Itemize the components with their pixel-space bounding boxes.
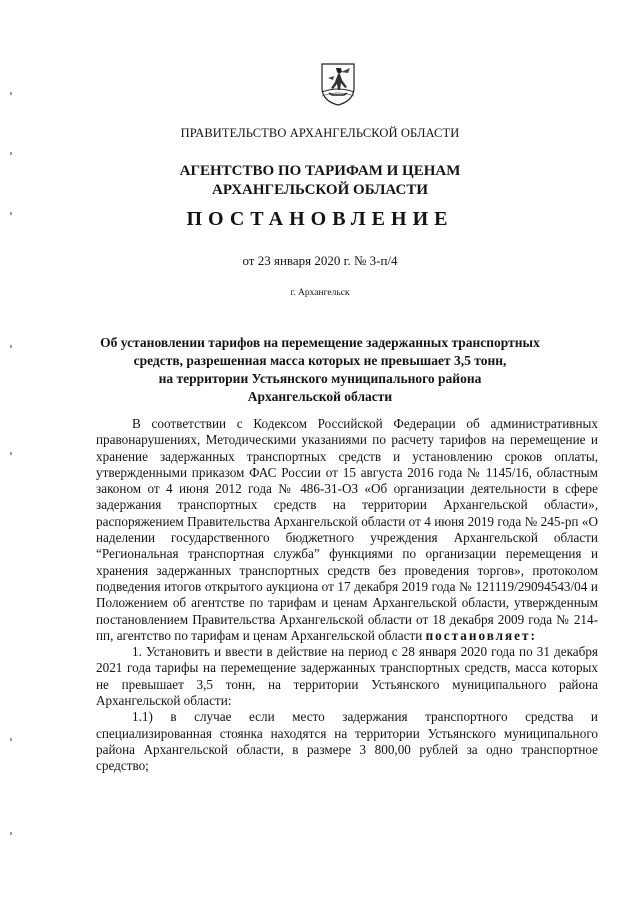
scan-margin-mark (10, 345, 12, 348)
subject-line-2: средств, разрешенная масса которых не превышает 3,5 тонн, (133, 353, 507, 368)
paragraph-item-1: 1. Установить и ввести в действие на период с 28 января 2020 года по 31 декабря 2021 года тарифы на перемещение задержанных транспортных средств, масса которых не превышает 3,5 тонн, на территории Устьянского муниципального района Архангельской области: (96, 644, 598, 709)
document-type-title: ПОСТАНОВЛЕНИЕ (186, 208, 454, 230)
subject-line-1: Об установлении тарифов на перемещение задержанных транспортных (100, 335, 540, 350)
agency-name-line-2: АРХАНГЕЛЬСКОЙ ОБЛАСТИ (212, 182, 428, 198)
document-subject (50, 334, 590, 406)
scan-margin-mark (10, 832, 12, 835)
document-date-number: от 23 января 2020 г. № 3-п/4 (242, 253, 398, 268)
government-name: ПРАВИТЕЛЬСТВО АРХАНГЕЛЬСКОЙ ОБЛАСТИ (180, 126, 460, 140)
paragraph-preamble (96, 416, 598, 644)
paragraph-item-1-1: 1.1) в случае если место задержания транспортного средства и специализированная стоянка находятся на территории Устьянского муниципального района Архангельской области, в размере 3 800,00 рублей за одно транспортное средство; (96, 709, 598, 774)
agency-name (0, 162, 640, 200)
preamble-text: В соответствии с Кодексом Российской Федерации об административных правонарушениях, Методическими указаниями по расчету тарифов на перемещение и хранение задержанных транспортных средств и установлению сроков оплаты, утвержденными приказом ФАС России от 15 августа 2016 года № 1145/16, областным законом от 4 июня 2012 года № 486-31-ОЗ «Об организации деятельности в сфере задержания транспортных средств на территории Архангельской области», распоряжением Правительства Архангельской области от 4 июня 2019 года № 245-рп «О наделении государственного бюджетного учреждения Архангельской области “Региональная транспортная служба” функциями по организации перемещения и хранения задержанных транспортных средств без проведения торгов», протоколом подведения итогов открытого аукциона от 17 декабря 2019 года № 121119/29094543/04 и Положением об агентстве по тарифам и ценам Архангельской области, утвержденным постановлением Правительства Архангельской области от 18 декабря 2009 года № 214-пп, агентство по тарифам и ценам Архангельской области (96, 416, 598, 643)
document-city: г. Архангельск (290, 288, 350, 298)
scan-margin-mark (10, 92, 12, 95)
decree-keyword: постановляет: (425, 627, 537, 643)
subject-line-3: на территории Устьянского муниципального района (158, 371, 482, 386)
subject-line-4: Архангельской области (247, 389, 393, 404)
scan-margin-mark (10, 212, 12, 215)
agency-name-line-1: АГЕНТСТВО ПО ТАРИФАМ И ЦЕНАМ (179, 163, 461, 179)
scan-margin-mark (10, 738, 12, 741)
document-body (96, 416, 598, 775)
coat-of-arms-icon (320, 62, 356, 106)
scan-margin-mark (10, 152, 12, 155)
scan-margin-mark (10, 452, 12, 455)
